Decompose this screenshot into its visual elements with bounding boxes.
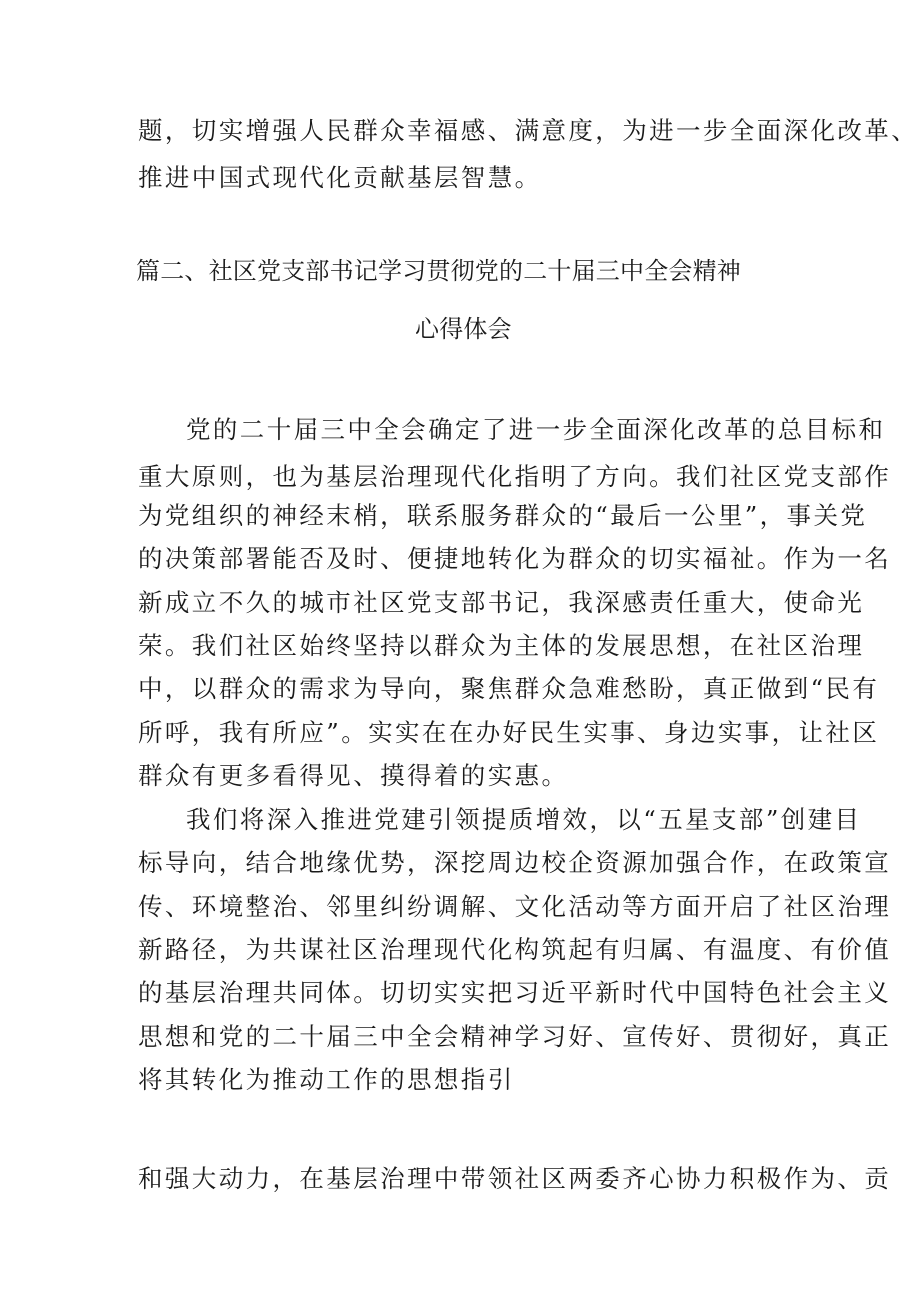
intro-line-1: 题，切实增强人民群众幸福感、满意度，为进一步全面深化改革、 <box>138 116 919 145</box>
paragraph-1-line: 重大原则，也为基层治理现代化指明了方向。我们社区党支部作 <box>138 462 892 491</box>
paragraph-1-line: 群众有更多看得见、摸得着的实惠。 <box>138 761 569 790</box>
paragraph-2-line: 我们将深入推进党建引领提质增效，以“五星支部”创建目 <box>186 805 862 834</box>
paragraph-1-line: 的决策部署能否及时、便捷地转化为群众的切实福祉。作为一名 <box>138 544 892 573</box>
paragraph-1-line: 为党组织的神经末梢，联系服务群众的“最后一公里”，事关党 <box>138 501 868 530</box>
paragraph-1-line: 荣。我们社区始终坚持以群众为主体的发展思想，在社区治理 <box>138 631 865 660</box>
intro-line-2: 推进中国式现代化贡献基层智慧。 <box>138 163 542 192</box>
paragraph-2-line: 新路径，为共谋社区治理现代化构筑起有归属、有温度、有价值 <box>138 935 892 964</box>
section-heading-line-1: 篇二、社区党支部书记学习贯彻党的二十届三中全会精神 <box>136 257 741 285</box>
paragraph-2-line: 的基层治理共同体。切切实实把习近平新时代中国特色社会主义 <box>138 978 892 1007</box>
paragraph-2-line: 标导向，结合地缘优势，深挖周边校企资源加强合作，在政策宣 <box>138 848 892 877</box>
continuation-line: 和强大动力，在基层治理中带领社区两委齐心协力积极作为、贡 <box>138 1164 892 1193</box>
paragraph-1-line: 中，以群众的需求为导向，聚焦群众急难愁盼，真正做到“民有 <box>138 674 880 703</box>
paragraph-2-line: 传、环境整治、邻里纠纷调解、文化活动等方面开启了社区治理 <box>138 892 892 921</box>
paragraph-2-line: 将其转化为推动工作的思想指引 <box>138 1065 515 1094</box>
paragraph-1-line: 新成立不久的城市社区党支部书记，我深感责任重大，使命光 <box>138 588 865 617</box>
section-heading-line-2: 心得体会 <box>415 315 512 343</box>
paragraph-1-line: 所呼，我有所应”。实实在在办好民生实事、身边实事，让社区 <box>138 718 880 747</box>
paragraph-1-line: 党的二十届三中全会确定了进一步全面深化改革的总目标和 <box>186 415 886 444</box>
paragraph-2-line: 思想和党的二十届三中全会精神学习好、宣传好、贯彻好，真正 <box>138 1022 892 1051</box>
